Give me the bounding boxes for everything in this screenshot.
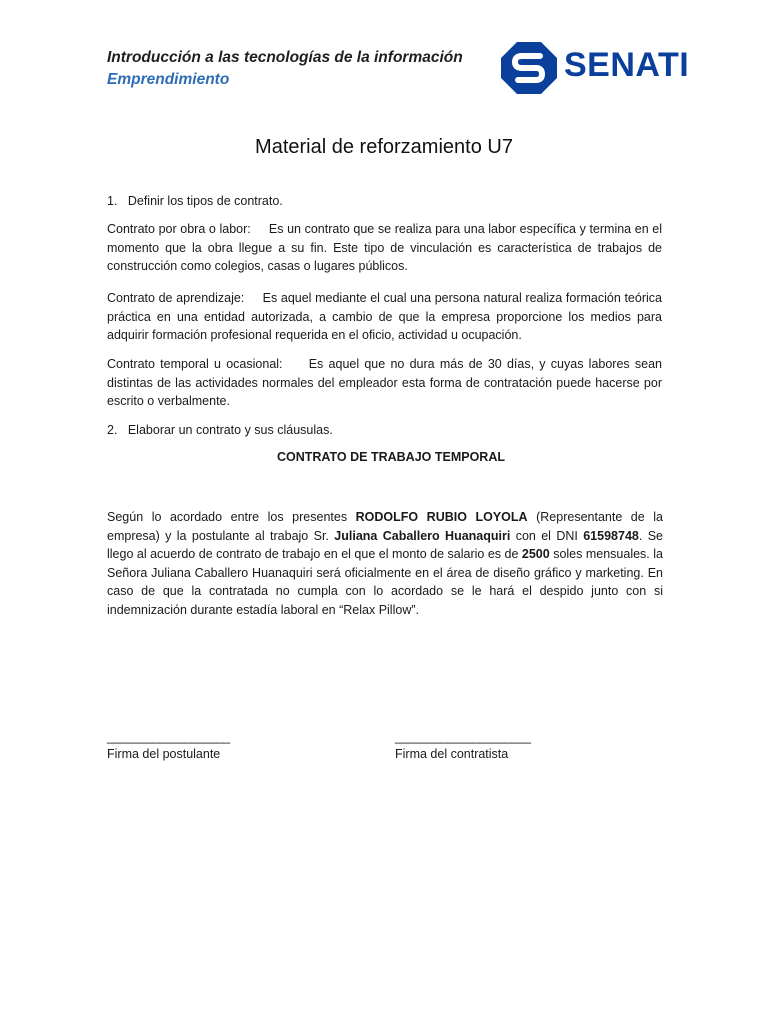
question-2: 2. Elaborar un contrato y sus cláusulas. <box>107 423 333 437</box>
contract-type-temporal <box>107 355 662 411</box>
contract-type-obra <box>107 220 662 276</box>
contract-type-text: Es aquel que no dura más de 30 días, y cuyas labores sean distintas de las actividades normales del empleador esta forma de contratación puede hacerse por escrito o verbalmente. <box>107 357 663 408</box>
contract-text: soles mensuales. la Señora Juliana Caballero Huanaquiri será oficialmente en el área de diseño gráfico y marketing. En caso de que la contratada no cumpla con lo acordado se le hará el despido junto con si indemnización durante estadía laboral en “Relax Pillow”. <box>107 547 663 617</box>
logo-wordmark: SENATI <box>564 46 690 84</box>
module-title: Emprendimiento <box>107 71 230 88</box>
course-title: Introducción a las tecnologías de la información <box>107 49 463 66</box>
question-1: 1. Definir los tipos de contrato. <box>107 194 283 208</box>
document-header <box>107 47 463 91</box>
contract-type-aprendizaje <box>107 289 662 345</box>
signature-line-left: ___________________ <box>107 730 230 744</box>
contract-body <box>107 508 663 619</box>
applicant-name: Juliana Caballero Huanaquiri <box>334 528 511 543</box>
contract-type-label: Contrato de aprendizaje: <box>107 291 245 305</box>
contract-type-label: Contrato por obra o labor: <box>107 222 251 236</box>
contract-text: con el DNI <box>510 528 584 543</box>
contract-text: (Representante de la empresa) y la postulante al trabajo Sr. <box>107 510 663 543</box>
senati-emblem-icon <box>500 40 558 96</box>
page-title: Material de reforzamiento U7 <box>255 136 513 158</box>
signature-label-contractor: Firma del contratista <box>395 747 509 761</box>
contract-type-label: Contrato temporal u ocasional: <box>107 357 283 371</box>
contract-text: . Se llego al acuerdo de contrato de trabajo en el que el monto de salario es de <box>107 528 663 561</box>
contract-text: Según lo acordado entre los presentes <box>107 510 356 524</box>
representative-name: RODOLFO RUBIO LOYOLA <box>355 510 528 524</box>
contract-type-text: Es aquel mediante el cual una persona natural realiza formación teórica práctica en una entidad autorizada, a cambio de que la empresa proporcione los medios para adquirir formación profesional requerida en el oficio, actividad u ocupación. <box>107 291 662 342</box>
senati-logo <box>500 40 690 96</box>
salary-amount: 2500 <box>521 547 550 561</box>
signature-line-right: _____________________ <box>395 730 531 744</box>
signature-label-applicant: Firma del postulante <box>107 747 221 761</box>
contract-type-text: Es un contrato que se realiza para una labor específica y termina en el momento que la obra llegue a su fin. Este tipo de vinculación es característica de trabajos de construcción como colegios, casas o lugares públicos. <box>107 222 663 273</box>
dni-number: 61598748 <box>583 528 639 543</box>
contract-title: CONTRATO DE TRABAJO TEMPORAL <box>276 450 505 464</box>
